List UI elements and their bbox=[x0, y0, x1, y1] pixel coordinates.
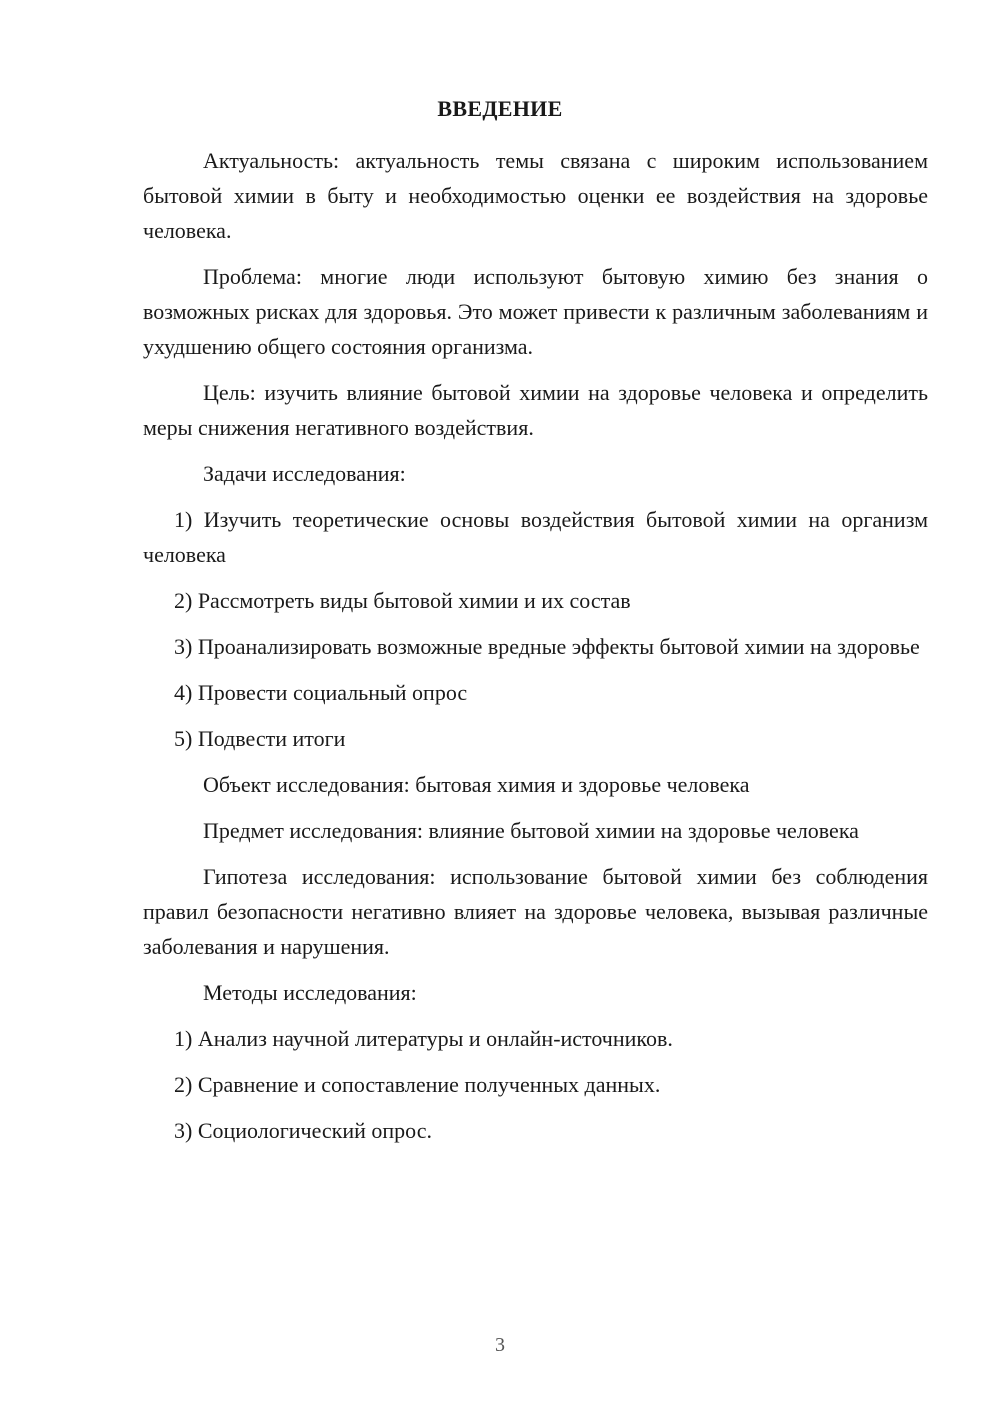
list-item-method-2: 2) Сравнение и сопоставление полученных данных. bbox=[174, 1072, 661, 1097]
page-number: 3 bbox=[495, 1334, 505, 1356]
paragraph-goal: Цель: изучить влияние бытовой химии на здоровье человека и определить меры снижения негативного воздействия. bbox=[143, 380, 928, 440]
paragraph-methods-heading: Методы исследования: bbox=[203, 980, 417, 1005]
page-title: ВВЕДЕНИЕ bbox=[437, 96, 563, 121]
list-item-task-5: 5) Подвести итоги bbox=[174, 726, 346, 751]
list-item-task-4: 4) Провести социальный опрос bbox=[174, 680, 468, 705]
paragraph-object: Объект исследования: бытовая химия и здоровье человека bbox=[203, 772, 750, 797]
body-text bbox=[143, 143, 928, 1159]
paragraph-hypothesis: Гипотеза исследования: использование бытовой химии без соблюдения правил безопасности негативно влияет на здоровье человека, вызывая различные заболевания и нарушения. bbox=[143, 864, 928, 959]
list-item-task-1: 1) Изучить теоретические основы воздействия бытовой химии на организм человека bbox=[143, 507, 928, 567]
list-item-task-2: 2) Рассмотреть виды бытовой химии и их состав bbox=[174, 588, 631, 613]
list-item-method-1: 1) Анализ научной литературы и онлайн-источников. bbox=[174, 1026, 673, 1051]
list-item-method-3: 3) Социологический опрос. bbox=[174, 1118, 432, 1143]
paragraph-relevance: Актуальность: актуальность темы связана с широким использованием бытовой химии в быту и необходимостью оценки ее воздействия на здоровье человека. bbox=[143, 148, 928, 243]
paragraph-problem: Проблема: многие люди используют бытовую химию без знания о возможных рисках для здоровья. Это может привести к различным заболеваниям и ухудшению общего состояния организма. bbox=[143, 264, 928, 359]
paragraph-subject: Предмет исследования: влияние бытовой химии на здоровье человека bbox=[203, 818, 859, 843]
paragraph-tasks-heading: Задачи исследования: bbox=[203, 461, 406, 486]
list-item-task-3: 3) Проанализировать возможные вредные эффекты бытовой химии на здоровье bbox=[174, 634, 920, 659]
